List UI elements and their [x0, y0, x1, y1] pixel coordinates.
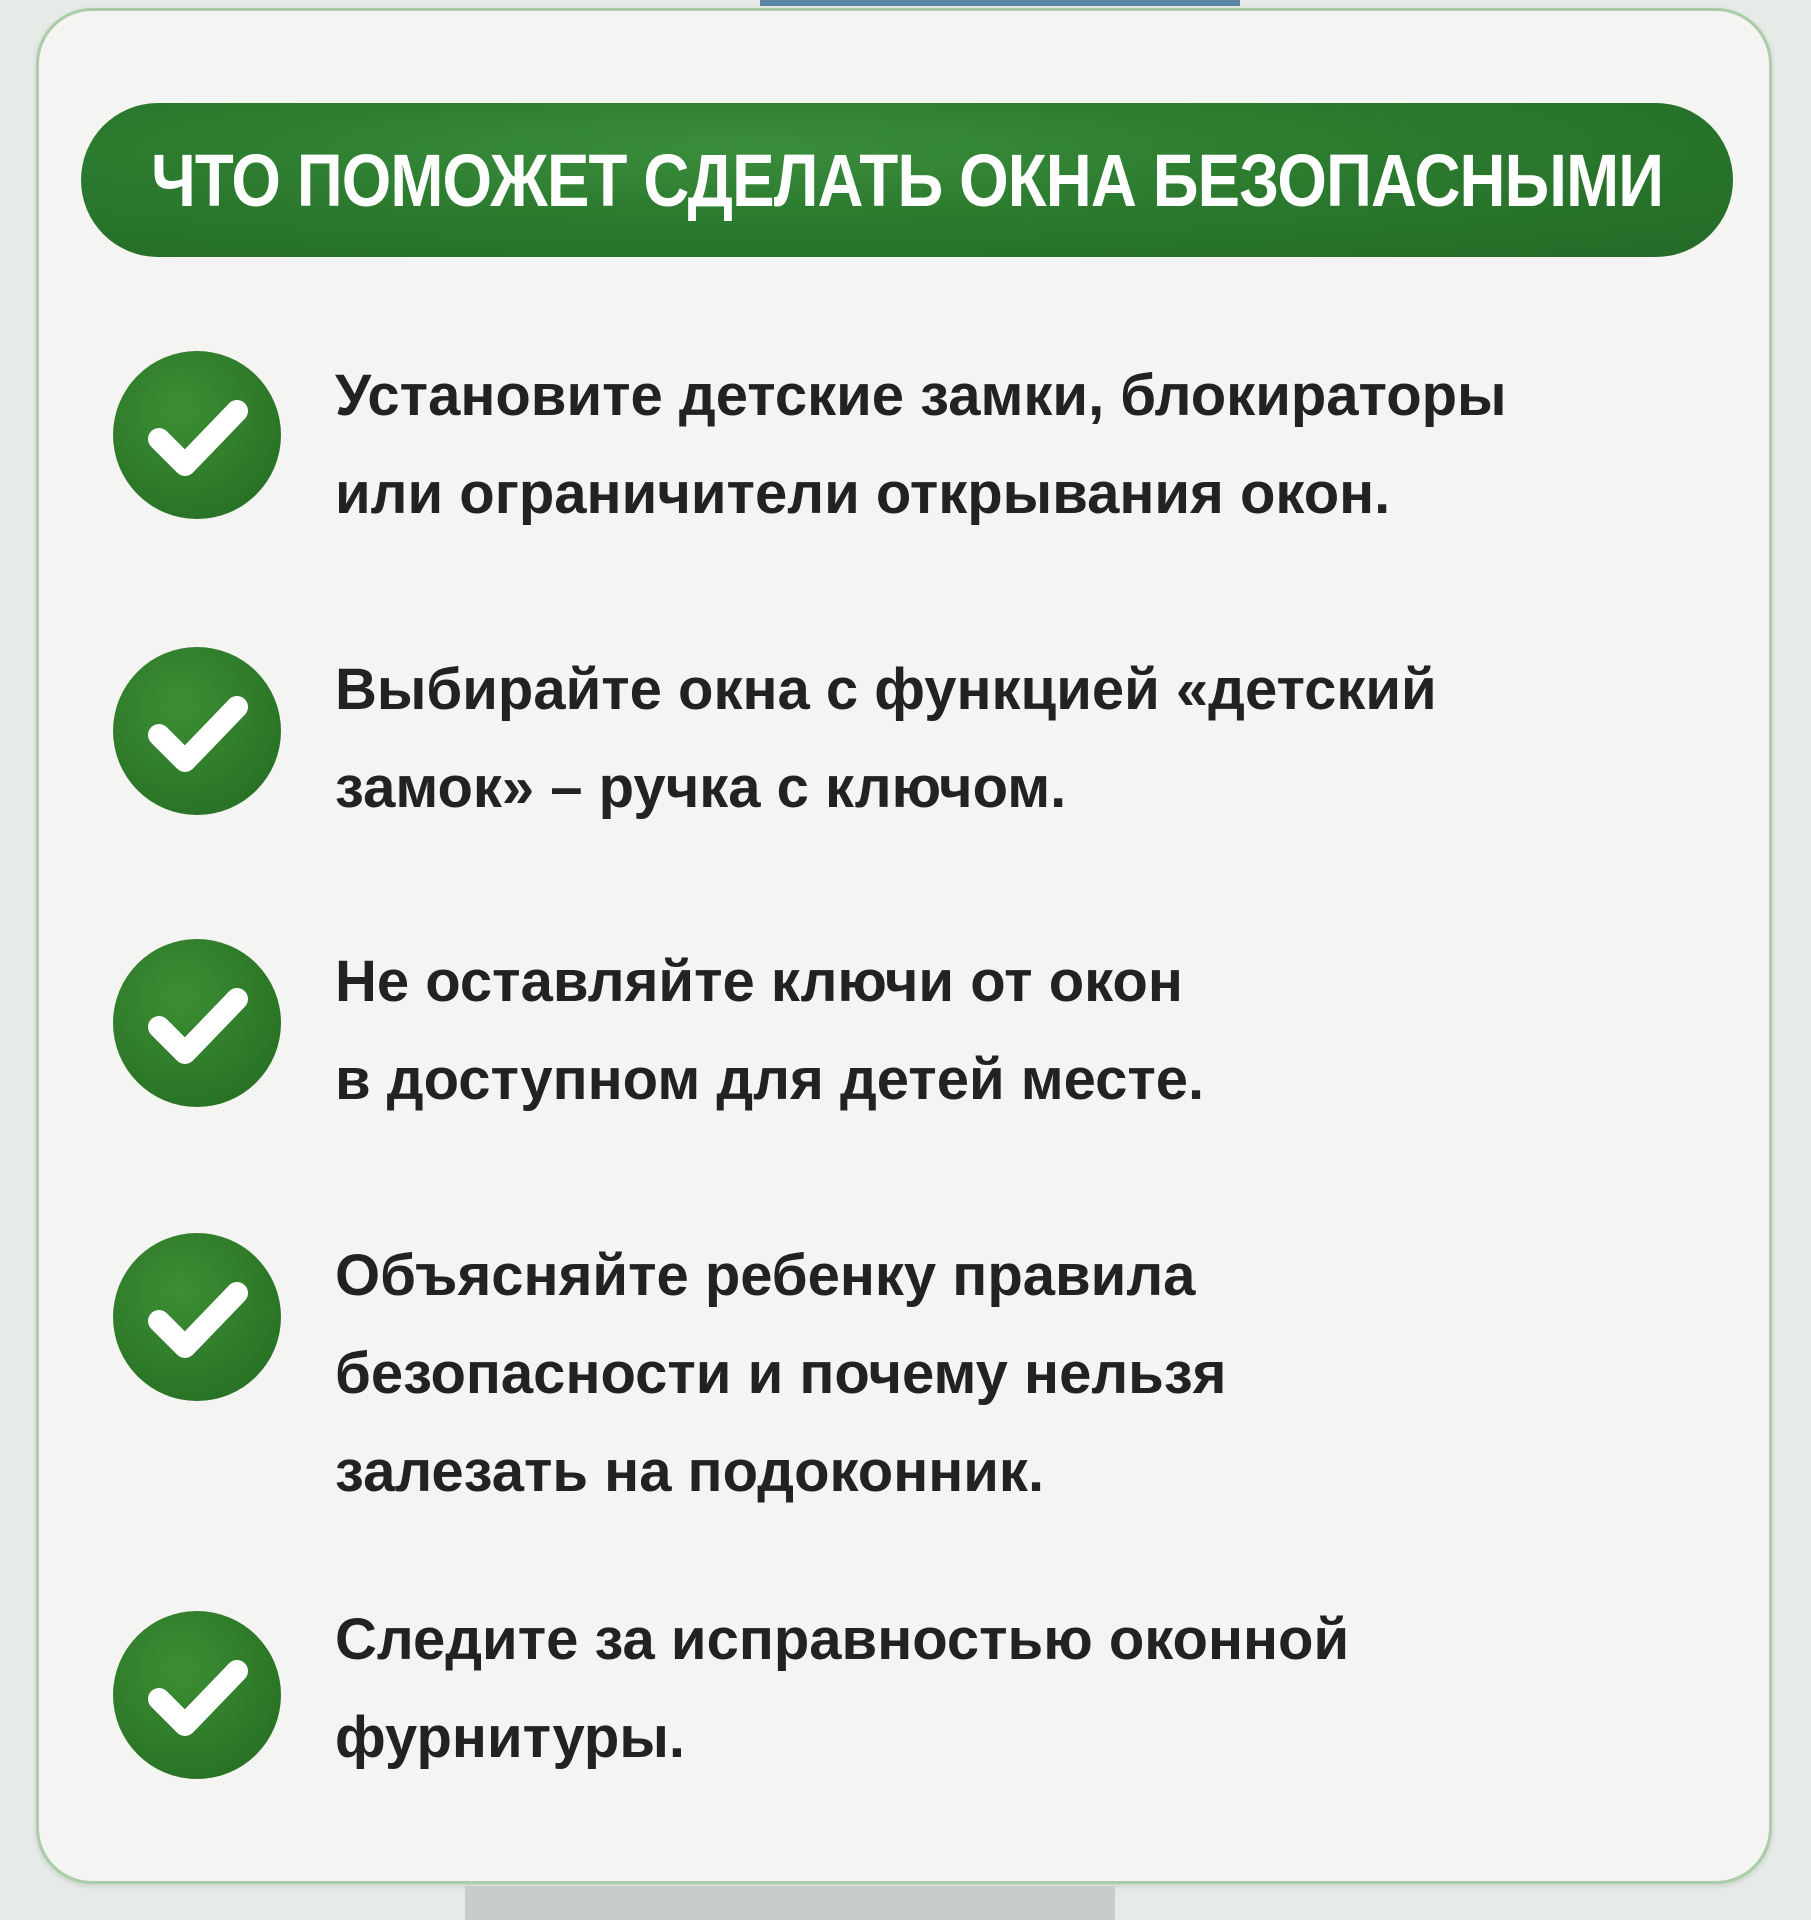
safety-tips-card [36, 8, 1772, 1884]
list-item-line: Выбирайте окна с функцией «детский [335, 657, 1437, 722]
list-item-line: Объясняйте ребенку правила [335, 1243, 1196, 1308]
check-circle-icon [113, 647, 281, 815]
top-edge-strip [760, 0, 1240, 6]
list-item-line: в доступном для детей месте. [335, 1047, 1205, 1112]
list-item-text [335, 1227, 1655, 1521]
list-item-text [335, 347, 1655, 543]
list-item-line: Следите за исправностью оконной [335, 1607, 1350, 1672]
check-circle-icon [113, 351, 281, 519]
check-circle-icon [113, 1233, 281, 1401]
list-item-line: Установите детские замки, блокираторы [335, 363, 1507, 428]
list-item-text [335, 641, 1655, 837]
check-circle-icon [113, 1611, 281, 1779]
bottom-edge-strip [465, 1886, 1115, 1920]
list-item-line: замок» – ручка с ключом. [335, 755, 1067, 820]
list-item-line: безопасности и почему нельзя [335, 1341, 1227, 1406]
check-circle-icon [113, 939, 281, 1107]
header-banner [81, 103, 1733, 257]
list-item-line: залезать на подоконник. [335, 1439, 1045, 1504]
header-title: ЧТО ПОМОЖЕТ СДЕЛАТЬ ОКНА БЕЗОПАСНЫМИ [150, 138, 1664, 222]
list-item-line: фурнитуры. [335, 1705, 686, 1770]
list-item-text [335, 933, 1655, 1129]
list-item-text [335, 1591, 1655, 1787]
list-item-line: Не оставляйте ключи от окон [335, 949, 1183, 1014]
list-item-line: или ограничители открывания окон. [335, 461, 1391, 526]
